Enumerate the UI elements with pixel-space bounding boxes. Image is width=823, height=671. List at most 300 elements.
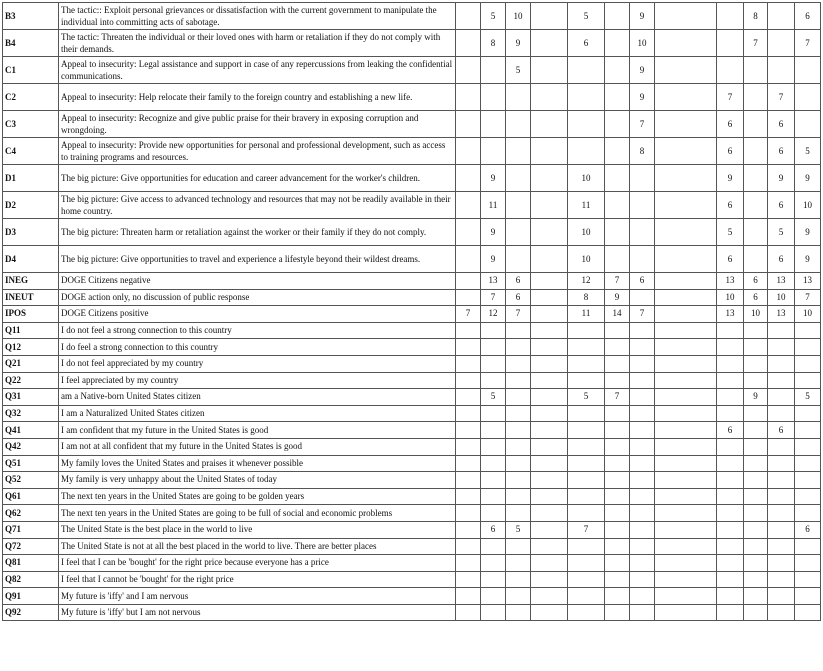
value-cell (717, 604, 744, 621)
value-cell (605, 355, 630, 372)
value-cell (768, 438, 795, 455)
value-cell (481, 438, 506, 455)
value-cell (531, 438, 568, 455)
row-code: INEG (3, 273, 59, 290)
value-cell (717, 3, 744, 30)
value-cell (531, 505, 568, 522)
value-cell: 5 (717, 219, 744, 246)
value-cell (456, 604, 481, 621)
value-cell: 6 (768, 192, 795, 219)
value-cell (481, 422, 506, 439)
value-cell (506, 219, 531, 246)
value-cell (531, 84, 568, 111)
value-cell (531, 472, 568, 489)
value-cell (481, 588, 506, 605)
value-cell (568, 488, 605, 505)
value-cell (655, 472, 717, 489)
row-description: The tactic:: Exploit personal grievances or dissatisfaction with the current government to manipulate the individual into committing acts of sabotage. (59, 3, 456, 30)
row-description: I am confident that my future in the United States is good (59, 422, 456, 439)
value-cell (655, 571, 717, 588)
value-cell (744, 192, 768, 219)
value-cell: 10 (768, 289, 795, 306)
value-cell (744, 372, 768, 389)
value-cell (744, 555, 768, 572)
table-row (3, 521, 821, 538)
value-cell (506, 488, 531, 505)
table-row (3, 111, 821, 138)
value-cell (605, 372, 630, 389)
row-code: Q62 (3, 505, 59, 522)
row-code: Q71 (3, 521, 59, 538)
value-cell (531, 488, 568, 505)
value-cell: 9 (795, 246, 821, 273)
value-cell: 5 (795, 138, 821, 165)
value-cell: 5 (568, 3, 605, 30)
value-cell (568, 322, 605, 339)
value-cell: 6 (795, 3, 821, 30)
table-row (3, 472, 821, 489)
value-cell: 10 (717, 289, 744, 306)
row-code: D2 (3, 192, 59, 219)
row-code: Q32 (3, 405, 59, 422)
value-cell (456, 322, 481, 339)
value-cell (717, 488, 744, 505)
row-description: I feel that I cannot be 'bought' for the right price (59, 571, 456, 588)
value-cell (630, 372, 655, 389)
value-cell: 10 (744, 306, 768, 323)
value-cell (717, 322, 744, 339)
value-cell (605, 339, 630, 356)
value-cell (506, 538, 531, 555)
value-cell (506, 604, 531, 621)
value-cell (568, 372, 605, 389)
value-cell (456, 422, 481, 439)
value-cell (768, 505, 795, 522)
value-cell (605, 246, 630, 273)
value-cell (795, 111, 821, 138)
value-cell: 5 (795, 389, 821, 406)
value-cell: 6 (768, 111, 795, 138)
value-cell (655, 57, 717, 84)
value-cell (655, 438, 717, 455)
value-cell (456, 438, 481, 455)
value-cell (655, 192, 717, 219)
table-row (3, 219, 821, 246)
row-description: Appeal to insecurity: Help relocate their family to the foreign country and establishing a new life. (59, 84, 456, 111)
table-row (3, 246, 821, 273)
value-cell (768, 57, 795, 84)
value-cell: 5 (506, 521, 531, 538)
value-cell: 7 (717, 84, 744, 111)
row-code: C3 (3, 111, 59, 138)
value-cell (630, 322, 655, 339)
value-cell: 9 (630, 57, 655, 84)
row-description: I am not at all confident that my future in the United States is good (59, 438, 456, 455)
table-row (3, 192, 821, 219)
value-cell (630, 472, 655, 489)
value-cell (768, 604, 795, 621)
value-cell (717, 521, 744, 538)
row-code: IPOS (3, 306, 59, 323)
value-cell (481, 571, 506, 588)
value-cell (717, 438, 744, 455)
row-description: I feel appreciated by my country (59, 372, 456, 389)
value-cell (568, 339, 605, 356)
value-cell: 14 (605, 306, 630, 323)
value-cell (795, 555, 821, 572)
table-row (3, 84, 821, 111)
value-cell: 7 (568, 521, 605, 538)
value-cell: 6 (717, 111, 744, 138)
value-cell (768, 521, 795, 538)
value-cell (655, 455, 717, 472)
value-cell (630, 389, 655, 406)
value-cell (768, 588, 795, 605)
value-cell (655, 219, 717, 246)
value-cell: 7 (795, 30, 821, 57)
value-cell: 10 (506, 3, 531, 30)
value-cell (795, 57, 821, 84)
table-row (3, 455, 821, 472)
value-cell (456, 138, 481, 165)
value-cell (605, 322, 630, 339)
table-row (3, 273, 821, 290)
value-cell (456, 289, 481, 306)
value-cell (768, 405, 795, 422)
value-cell (456, 355, 481, 372)
value-cell (531, 192, 568, 219)
row-code: Q72 (3, 538, 59, 555)
value-cell (531, 273, 568, 290)
value-cell (768, 571, 795, 588)
value-cell (744, 488, 768, 505)
value-cell (744, 165, 768, 192)
value-cell (506, 138, 531, 165)
value-cell (795, 422, 821, 439)
value-cell (568, 57, 605, 84)
value-cell: 7 (456, 306, 481, 323)
value-cell (481, 488, 506, 505)
value-cell (630, 289, 655, 306)
row-code: Q31 (3, 389, 59, 406)
value-cell (630, 165, 655, 192)
value-cell: 9 (506, 30, 531, 57)
value-cell (531, 219, 568, 246)
value-cell (795, 604, 821, 621)
value-cell (655, 246, 717, 273)
value-cell (531, 355, 568, 372)
value-cell: 6 (744, 289, 768, 306)
value-cell: 10 (568, 165, 605, 192)
value-cell (481, 455, 506, 472)
value-cell: 13 (717, 273, 744, 290)
row-description: My family loves the United States and praises it whenever possible (59, 455, 456, 472)
value-cell (605, 588, 630, 605)
value-cell (456, 472, 481, 489)
value-cell: 9 (795, 219, 821, 246)
codes-table (2, 2, 821, 621)
value-cell (456, 555, 481, 572)
value-cell (795, 405, 821, 422)
value-cell (531, 138, 568, 165)
value-cell (744, 438, 768, 455)
value-cell (605, 165, 630, 192)
value-cell (605, 555, 630, 572)
value-cell (531, 3, 568, 30)
value-cell (630, 555, 655, 572)
row-code: D3 (3, 219, 59, 246)
value-cell (531, 57, 568, 84)
value-cell (717, 355, 744, 372)
row-description: My family is very unhappy about the United States of today (59, 472, 456, 489)
value-cell (481, 505, 506, 522)
row-description: The United State is not at all the best placed in the world to live. There are better places (59, 538, 456, 555)
value-cell (744, 588, 768, 605)
value-cell (768, 455, 795, 472)
row-description: DOGE action only, no discussion of public response (59, 289, 456, 306)
value-cell: 10 (630, 30, 655, 57)
value-cell (768, 538, 795, 555)
value-cell (605, 111, 630, 138)
row-code: Q61 (3, 488, 59, 505)
row-description: The big picture: Give access to advanced technology and resources that may not be readily available in their home country. (59, 192, 456, 219)
table-row (3, 30, 821, 57)
value-cell: 7 (795, 289, 821, 306)
row-code: Q81 (3, 555, 59, 572)
table-row (3, 405, 821, 422)
value-cell (717, 339, 744, 356)
value-cell (481, 555, 506, 572)
value-cell (568, 111, 605, 138)
table-row (3, 57, 821, 84)
value-cell (744, 521, 768, 538)
value-cell (568, 355, 605, 372)
value-cell (605, 472, 630, 489)
value-cell (795, 588, 821, 605)
value-cell (456, 455, 481, 472)
value-cell (630, 505, 655, 522)
value-cell (630, 438, 655, 455)
value-cell (506, 422, 531, 439)
value-cell (744, 111, 768, 138)
value-cell (481, 372, 506, 389)
value-cell (568, 422, 605, 439)
value-cell (768, 355, 795, 372)
row-code: C2 (3, 84, 59, 111)
value-cell (655, 306, 717, 323)
value-cell (795, 455, 821, 472)
value-cell: 9 (481, 246, 506, 273)
value-cell (506, 438, 531, 455)
row-code: Q12 (3, 339, 59, 356)
value-cell (531, 604, 568, 621)
row-code: Q11 (3, 322, 59, 339)
value-cell (630, 192, 655, 219)
value-cell (456, 505, 481, 522)
value-cell (795, 488, 821, 505)
value-cell (717, 405, 744, 422)
value-cell (605, 571, 630, 588)
value-cell (630, 422, 655, 439)
value-cell (717, 588, 744, 605)
value-cell: 7 (506, 306, 531, 323)
value-cell (795, 571, 821, 588)
value-cell (744, 246, 768, 273)
row-description: The big picture: Give opportunities for education and career advancement for the worker's children. (59, 165, 456, 192)
row-description: The next ten years in the United States are going to be full of social and economic problems (59, 505, 456, 522)
value-cell (568, 538, 605, 555)
value-cell: 9 (744, 389, 768, 406)
table-row (3, 571, 821, 588)
value-cell (605, 219, 630, 246)
table-row (3, 355, 821, 372)
value-cell (717, 472, 744, 489)
value-cell (605, 604, 630, 621)
value-cell: 6 (768, 422, 795, 439)
value-cell (744, 472, 768, 489)
value-cell: 9 (481, 165, 506, 192)
value-cell (456, 246, 481, 273)
value-cell (744, 57, 768, 84)
value-cell: 13 (795, 273, 821, 290)
value-cell (655, 339, 717, 356)
table-row (3, 604, 821, 621)
value-cell (568, 588, 605, 605)
value-cell (456, 84, 481, 111)
value-cell: 9 (768, 165, 795, 192)
value-cell (630, 219, 655, 246)
table-row (3, 165, 821, 192)
value-cell: 6 (568, 30, 605, 57)
value-cell: 10 (568, 246, 605, 273)
value-cell: 13 (768, 273, 795, 290)
value-cell (768, 555, 795, 572)
value-cell: 11 (568, 306, 605, 323)
value-cell (456, 30, 481, 57)
value-cell: 7 (481, 289, 506, 306)
value-cell: 7 (630, 306, 655, 323)
value-cell (506, 571, 531, 588)
value-cell: 5 (506, 57, 531, 84)
value-cell (506, 84, 531, 111)
value-cell: 6 (795, 521, 821, 538)
value-cell (481, 322, 506, 339)
value-cell (531, 322, 568, 339)
value-cell (531, 372, 568, 389)
value-cell (630, 521, 655, 538)
value-cell: 9 (717, 165, 744, 192)
row-description: DOGE Citizens negative (59, 273, 456, 290)
value-cell (605, 3, 630, 30)
value-cell (605, 84, 630, 111)
value-cell (481, 57, 506, 84)
value-cell (630, 488, 655, 505)
table-row (3, 372, 821, 389)
value-cell (531, 588, 568, 605)
value-cell (456, 219, 481, 246)
value-cell (795, 84, 821, 111)
row-code: C1 (3, 57, 59, 84)
value-cell (768, 389, 795, 406)
value-cell (768, 472, 795, 489)
value-cell (481, 111, 506, 138)
row-description: DOGE Citizens positive (59, 306, 456, 323)
value-cell: 7 (605, 389, 630, 406)
value-cell (795, 372, 821, 389)
value-cell (531, 246, 568, 273)
value-cell (456, 588, 481, 605)
value-cell: 10 (795, 306, 821, 323)
row-description: I do not feel a strong connection to this country (59, 322, 456, 339)
value-cell (655, 322, 717, 339)
value-cell (531, 339, 568, 356)
value-cell (568, 405, 605, 422)
value-cell (456, 538, 481, 555)
value-cell (531, 521, 568, 538)
value-cell (655, 488, 717, 505)
value-cell (456, 165, 481, 192)
value-cell (655, 355, 717, 372)
value-cell (568, 138, 605, 165)
value-cell: 9 (605, 289, 630, 306)
value-cell: 9 (481, 219, 506, 246)
value-cell (506, 405, 531, 422)
value-cell (605, 138, 630, 165)
table-row (3, 3, 821, 30)
value-cell (481, 604, 506, 621)
value-cell (456, 57, 481, 84)
value-cell (605, 455, 630, 472)
value-cell: 11 (568, 192, 605, 219)
row-code: Q51 (3, 455, 59, 472)
value-cell (568, 571, 605, 588)
value-cell: 6 (717, 246, 744, 273)
value-cell: 5 (568, 389, 605, 406)
value-cell (531, 422, 568, 439)
value-cell (744, 422, 768, 439)
value-cell (456, 3, 481, 30)
value-cell (768, 3, 795, 30)
value-cell (630, 455, 655, 472)
table-row (3, 588, 821, 605)
value-cell (655, 372, 717, 389)
table-body (3, 3, 821, 621)
value-cell (795, 322, 821, 339)
value-cell (768, 372, 795, 389)
value-cell (531, 538, 568, 555)
value-cell: 8 (568, 289, 605, 306)
value-cell (655, 165, 717, 192)
value-cell (655, 30, 717, 57)
value-cell (717, 372, 744, 389)
value-cell (506, 555, 531, 572)
row-description: I feel that I can be 'bought' for the right price because everyone has a price (59, 555, 456, 572)
value-cell (531, 405, 568, 422)
value-cell (605, 488, 630, 505)
value-cell (605, 422, 630, 439)
value-cell (531, 555, 568, 572)
value-cell (506, 339, 531, 356)
value-cell: 12 (481, 306, 506, 323)
value-cell (655, 422, 717, 439)
value-cell (630, 246, 655, 273)
value-cell: 6 (717, 192, 744, 219)
table-row (3, 339, 821, 356)
row-code: D1 (3, 165, 59, 192)
row-description: Appeal to insecurity: Recognize and give public praise for their bravery in exposing corruption and wrongdoing. (59, 111, 456, 138)
value-cell: 5 (481, 3, 506, 30)
row-description: The next ten years in the United States are going to be golden years (59, 488, 456, 505)
